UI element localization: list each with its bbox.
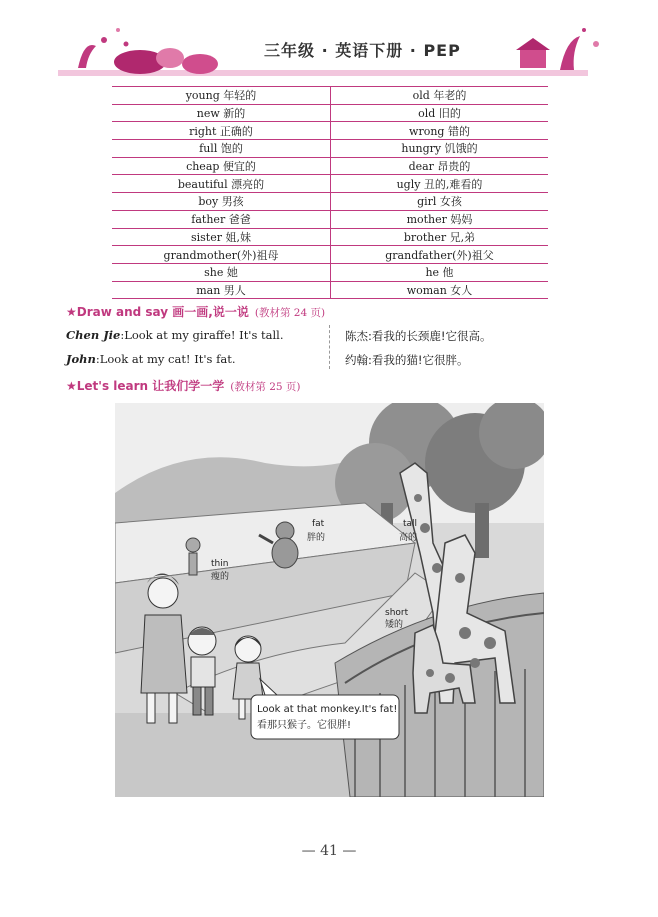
lets-learn-title: ★Let's learn 让我们学一学: [66, 379, 225, 393]
dialogue-line-zh: 约翰:看我的猫!它很胖。: [345, 353, 469, 367]
vocab-word-right: ugly 丑的,难看的: [331, 175, 549, 193]
vocab-word-left: young 年轻的: [112, 87, 331, 105]
label-short: short: [385, 608, 409, 618]
vocab-row: [112, 210, 548, 228]
vocab-word-left: sister 姐,妹: [112, 228, 331, 246]
label-tall-zh: 高的: [399, 533, 418, 543]
vocab-word-right: girl 女孩: [331, 193, 549, 211]
vocab-word-left: cheap 便宜的: [112, 157, 331, 175]
vocab-word-right: brother 兄,弟: [331, 228, 549, 246]
lets-learn-ref: (教材第 25 页): [230, 381, 301, 393]
vocab-row: [112, 122, 548, 140]
vocab-row: [112, 263, 548, 281]
speech-text-en: Look at that monkey.It's fat!: [257, 704, 398, 715]
draw-say-title: ★Draw and say 画一画,说一说: [66, 305, 249, 319]
vocab-word-right: woman 女人: [331, 281, 549, 299]
draw-say-ref: (教材第 24 页): [254, 307, 326, 319]
vocab-word-right: dear 昂贵的: [331, 157, 549, 175]
vocab-word-right: wrong 错的: [331, 122, 549, 140]
vocab-word-left: boy 男孩: [112, 193, 331, 211]
label-thin: thin: [211, 559, 229, 569]
dialogue-line-en: [66, 328, 284, 342]
vocab-word-left: full 饱的: [112, 140, 331, 158]
vocab-row: [112, 140, 548, 158]
label-fat: fat: [312, 519, 325, 529]
vocab-word-left: grandmother(外)祖母: [112, 246, 331, 264]
zoo-illustration: [115, 403, 544, 797]
vocab-row: [112, 175, 548, 193]
dialogue-text: :Look at my giraffe! It's tall.: [120, 328, 284, 342]
vocab-row: [112, 281, 548, 299]
vocab-row: [112, 104, 548, 122]
dialogue-text: :Look at my cat! It's fat.: [95, 352, 236, 366]
speaker-name: John: [66, 352, 96, 366]
lets-learn-heading: [66, 377, 301, 394]
vocab-row: [112, 87, 548, 105]
page-number: — 41 —: [301, 843, 357, 859]
vocab-word-left: new 新的: [112, 104, 331, 122]
vocab-word-right: old 旧的: [331, 104, 549, 122]
vocab-row: [112, 228, 548, 246]
vocab-row: [112, 157, 548, 175]
label-short-zh: 矮的: [385, 620, 404, 630]
speaker-name: Chen Jie: [66, 328, 121, 342]
vocab-word-right: old 年老的: [331, 87, 549, 105]
label-tall: tall: [403, 519, 418, 529]
dialogue-line-zh: 陈杰:看我的长颈鹿!它很高。: [345, 329, 492, 343]
vocab-word-right: mother 妈妈: [331, 210, 549, 228]
dialogue-divider: [329, 325, 330, 369]
dialogue-line-en: [66, 352, 235, 366]
label-thin-zh: 瘦的: [211, 572, 230, 582]
header-title: 三年级 · 英语下册 · PEP: [264, 41, 461, 60]
vocab-word-right: he 他: [331, 263, 549, 281]
vocab-row: [112, 246, 548, 264]
zoo-scene: [115, 403, 544, 797]
vocab-word-left: man 男人: [112, 281, 331, 299]
vocab-row: [112, 193, 548, 211]
page-header: [0, 0, 658, 86]
label-fat-zh: 胖的: [307, 533, 326, 543]
vocab-word-left: beautiful 漂亮的: [112, 175, 331, 193]
draw-say-heading: [66, 303, 325, 320]
vocab-word-left: father 爸爸: [112, 210, 331, 228]
vocab-word-left: right 正确的: [112, 122, 331, 140]
vocab-word-left: she 她: [112, 263, 331, 281]
vocab-word-right: grandfather(外)祖父: [331, 246, 549, 264]
speech-text-zh: 看那只猴子。它很胖!: [257, 720, 352, 731]
vocab-word-right: hungry 饥饿的: [331, 140, 549, 158]
vocab-table: [112, 86, 548, 299]
